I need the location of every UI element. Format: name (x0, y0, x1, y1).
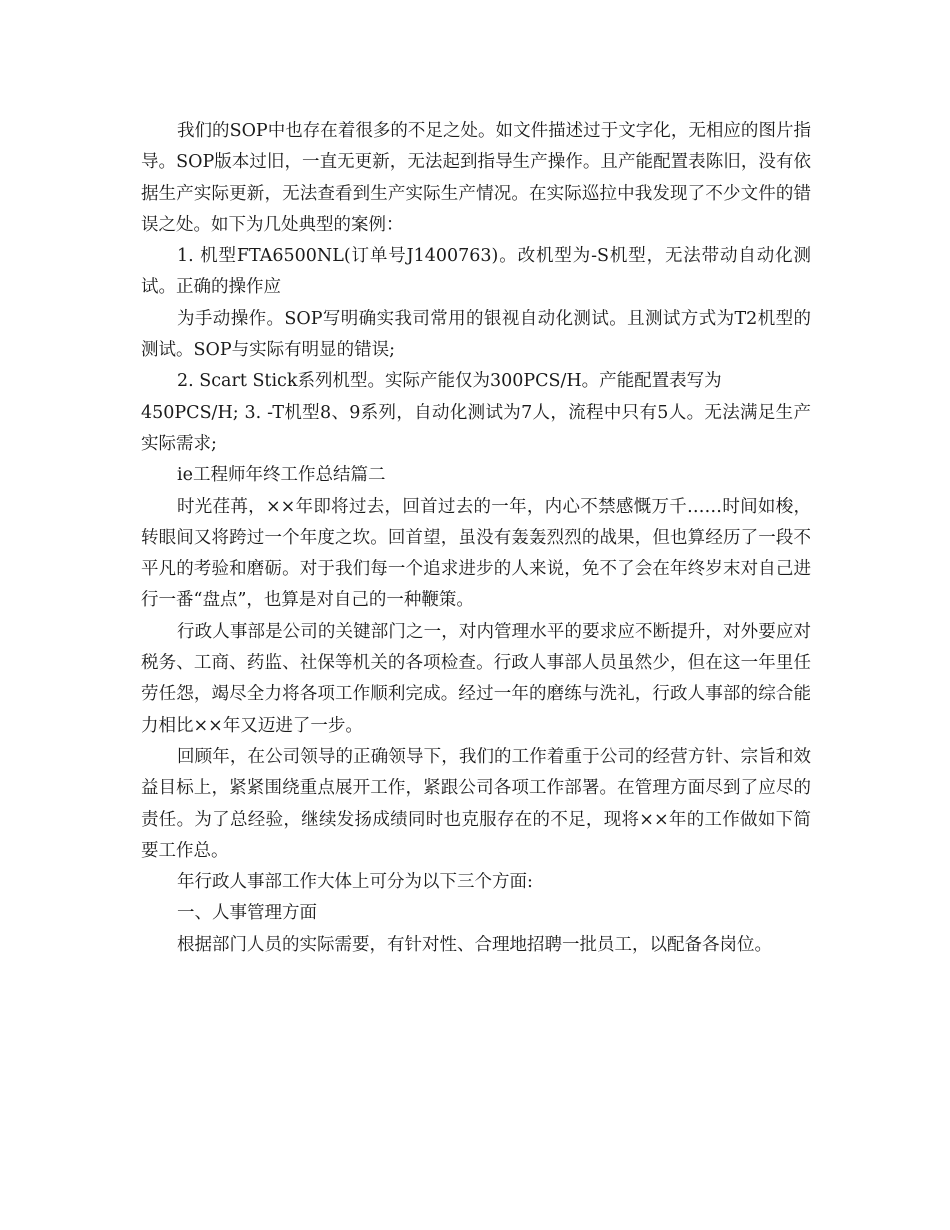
paragraph-case-1: 1. 机型FTA6500NL(订单号J1400763)。改机型为-S机型，无法带动自动化测试。正确的操作应 (141, 246, 811, 298)
paragraph-overview: 年行政人事部工作大体上可分为以下三个方面: (177, 872, 533, 893)
paragraph-case-2: 2. Scart Stick系列机型。实际产能仅为300PCS/H。产能配置表写为 (177, 371, 722, 392)
section-heading: ie工程师年终工作总结篇二 (177, 465, 386, 486)
paragraph-intro: 时光荏苒，××年即将过去，回首过去的一年，内心不禁感慨万千……时间如梭，转眼间又将跨过一个年度之坎。回首望，虽没有轰轰烈烈的战果，但也算经历了一段不平凡的考验和磨砺。对于我们每一个追求进步的人来说，免不了会在年终岁末对自己进行一番“盘点”，也算是对自己的一种鞭策。 (141, 496, 811, 611)
paragraph-case-2-3: 450PCS/H; 3. -T机型8、9系列，自动化测试为7人，流程中只有5人。无法满足生产实际需求; (141, 402, 811, 454)
paragraph-sop-issues: 我们的SOP中也存在着很多的不足之处。如文件描述过于文字化，无相应的图片指导。SOP版本过旧，一直无更新，无法起到指导生产操作。且产能配置表陈旧，没有依据生产实际更新，无法查看到生产实际生产情况。在实际巡拉中我发现了不少文件的错误之处。如下为几处典型的案例： (141, 121, 811, 235)
paragraph-review: 回顾年，在公司领导的正确领导下，我们的工作着重于公司的经营方针、宗旨和效益目标上，紧紧围绕重点展开工作，紧跟公司各项工作部署。在管理方面尽到了应尽的责任。为了总经验，继续发扬成绩同时也克服存在的不足，现将××年的工作做如下简要工作总。 (141, 746, 811, 861)
subheading-hr: 一、人事管理方面 (177, 903, 317, 924)
paragraph-case-1-continued: 为手动操作。SOP写明确实我司常用的银视自动化测试。且测试方式为T2机型的测试。SOP与实际有明显的错误; (141, 308, 811, 361)
document-page (141, 116, 811, 961)
paragraph-recruitment: 根据部门人员的实际需要，有针对性、合理地招聘一批员工，以配备各岗位。 (177, 934, 772, 955)
paragraph-department: 行政人事部是公司的关键部门之一，对内管理水平的要求应不断提升，对外要应对税务、工商、药监、社保等机关的各项检查。行政人事部人员虽然少，但在这一年里任劳任怨，竭尽全力将各项工作顺利完成。经过一年的磨练与洗礼，行政人事部的综合能力相比××年又迈进了一步。 (141, 621, 811, 736)
